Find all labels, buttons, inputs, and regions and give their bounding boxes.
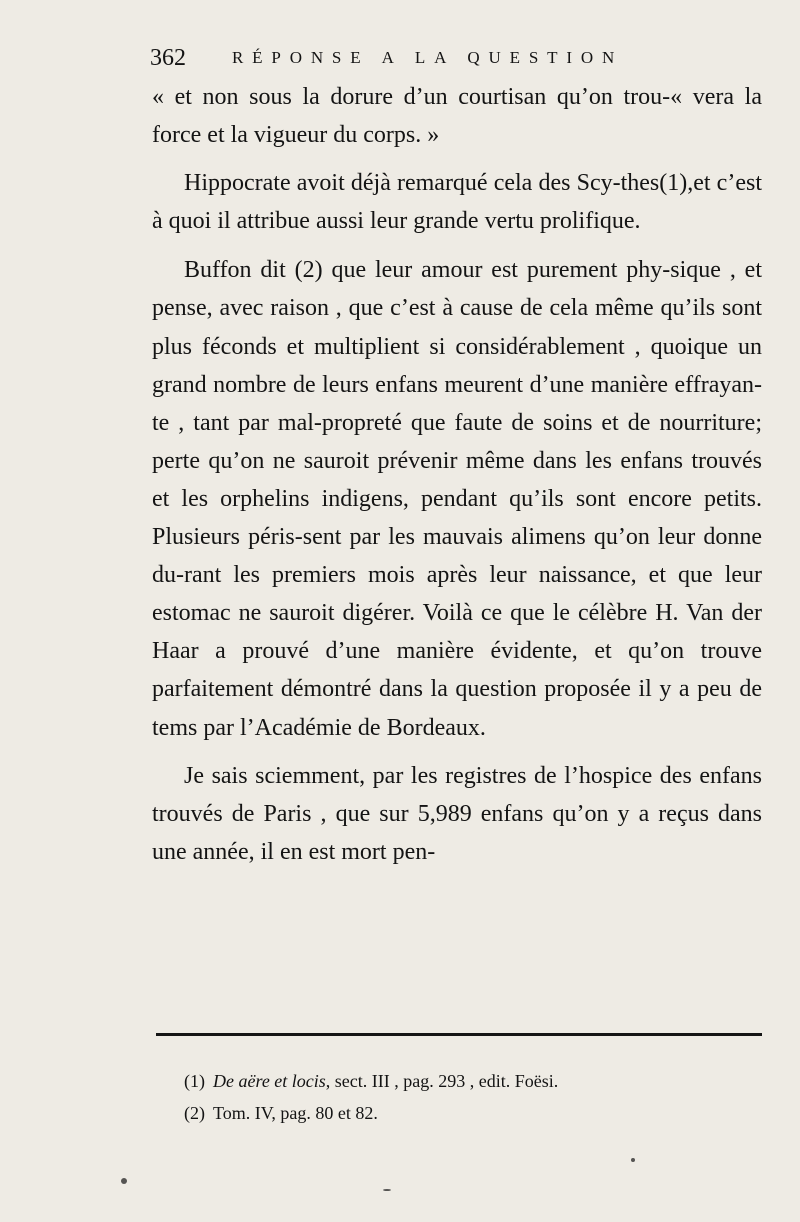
- ink-speck: [121, 1178, 127, 1184]
- page-number: 362: [150, 45, 186, 71]
- ink-speck: [631, 1158, 635, 1162]
- main-text: [152, 78, 762, 871]
- footnote-2-text: Tom. IV, pag. 80 et 82.: [213, 1103, 378, 1123]
- paragraph-hippocrate: Hippocrate avoit déjà remarqué cela des Scy-thes(1),et c’est à quoi il attribue aussi leur grande vertu prolifique.: [152, 170, 762, 235]
- footnote-2: [184, 1097, 744, 1129]
- page-header: [150, 38, 770, 78]
- footnote-separator: [156, 1033, 762, 1036]
- running-head: RÉPONSE A LA QUESTION: [232, 48, 624, 67]
- footnote-1: [184, 1065, 744, 1097]
- footnote-2-ref: (2): [184, 1103, 205, 1123]
- paragraph-quote-continuation: « et non sous la dorure d’un courtisan qu’on trou-« vera la force et la vigueur du corps. »: [152, 84, 762, 149]
- paragraph-buffon: Buffon dit (2) que leur amour est purement phy-sique , et pense, avec raison , que c’est à cause de cela même qu’ils sont plus féconds et multiplient si considérablement , quoique un grand nombre de leurs enfans meurent d’une manière effrayan-te , tant par mal-propreté que faute de soins et de nourriture; perte qu’on ne sauroit prévenir même dans les enfans trouvés et les orphelins indigens, pendant qu’ils sont encore petits. Plusieurs péris-sent par les mauvais alimens qu’on leur donne du-rant les premiers mois après leur naissance, et que leur estomac ne sauroit digérer. Voilà ce que le célèbre H. Van der Haar a prouvé d’une manière évidente, et qu’on trouve parfaitement démontré dans la question proposée il y a peu de tems par l’Académie de Bordeaux.: [152, 257, 762, 741]
- footnotes: [184, 1065, 744, 1129]
- footnote-1-ref: (1): [184, 1071, 205, 1091]
- ink-speck: [383, 1189, 391, 1191]
- footnote-1-title: De aëre et locis: [213, 1071, 326, 1091]
- footnote-1-text: , sect. III , pag. 293 , edit. Foësi.: [325, 1071, 559, 1091]
- paragraph-hospice: Je sais sciemment, par les registres de l’hospice des enfans trouvés de Paris , que sur 5,989 enfans qu’on y a reçus dans une année, il en est mort pen-: [152, 762, 762, 865]
